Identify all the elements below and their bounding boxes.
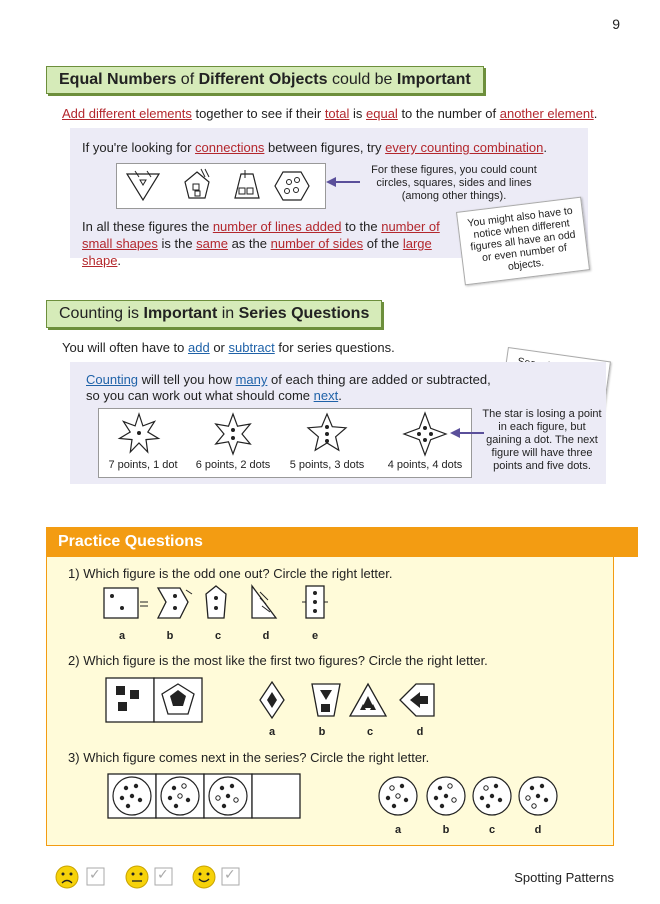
- q2-option-figure-b: [312, 684, 340, 716]
- q3-option-figure-a: [379, 777, 417, 815]
- q3-option-b[interactable]: b: [442, 824, 450, 836]
- example-figure-pentagon: [185, 169, 209, 198]
- q1-option-d[interactable]: d: [262, 630, 270, 642]
- example-figure-hexagon: [275, 172, 309, 200]
- happy-face-icon: [193, 866, 215, 888]
- stars-box: [98, 408, 472, 478]
- question-1: 1) Which figure is the odd one out? Circle the right letter.: [68, 566, 393, 581]
- section2-heading: Counting is Important in Series Questions: [46, 300, 382, 328]
- star-7-points: [120, 414, 159, 452]
- q2-option-figure-d: [400, 684, 434, 716]
- q2-option-c[interactable]: c: [366, 726, 374, 738]
- tick-mark-icon: ✓: [157, 866, 169, 882]
- q2-figures: [104, 676, 444, 724]
- star-6-points: [216, 414, 251, 454]
- q1-option-b[interactable]: b: [166, 630, 174, 642]
- page-number: 9: [612, 16, 620, 32]
- example-figure-triangle: [127, 171, 159, 200]
- q1-figure-c: [206, 586, 226, 618]
- q3-series: [108, 774, 300, 818]
- section1-heading: Equal Numbers of Different Objects could be Important: [46, 66, 484, 94]
- q1-option-c[interactable]: c: [214, 630, 222, 642]
- q1-figures: [100, 582, 340, 626]
- q3-option-d[interactable]: d: [534, 824, 542, 836]
- practice-title: Practice Questions: [46, 527, 638, 557]
- q2-option-figure-c: [350, 684, 386, 716]
- star-label: 7 points, 1 dot: [108, 459, 178, 471]
- tick-mark-icon: ✓: [224, 866, 236, 882]
- q3-option-figure-d: [519, 777, 557, 815]
- q2-option-b[interactable]: b: [318, 726, 326, 738]
- q1-figure-e: [302, 586, 328, 618]
- example-figures: [117, 164, 325, 208]
- q1-option-e[interactable]: e: [311, 630, 319, 642]
- q1-figure-a: [104, 588, 148, 618]
- arrow-left-icon: [326, 176, 362, 188]
- q2-example-pair: [106, 678, 202, 722]
- self-assessment: [54, 864, 244, 890]
- star-label: 5 points, 3 dots: [289, 459, 365, 471]
- question-3: 3) Which figure comes next in the series? Circle the right letter.: [68, 750, 430, 765]
- star-4-points: [404, 413, 446, 455]
- q3-option-c[interactable]: c: [488, 824, 496, 836]
- lines-explanation: In all these figures the number of lines added to the number of small shapes is the same as the number of sides of the large shape.: [82, 219, 440, 268]
- q2-option-figure-a: [260, 682, 284, 718]
- q2-option-a[interactable]: a: [268, 726, 276, 738]
- q1-option-a[interactable]: a: [118, 630, 126, 642]
- connections-text: If you're looking for connections between figures, try every counting combination.: [82, 140, 547, 155]
- neutral-face-icon: [126, 866, 148, 888]
- odd-even-tape-note: You might also have to notice when different figures all have an odd or even number of objects.: [456, 197, 590, 286]
- star-5-points: [308, 414, 346, 450]
- q3-figures: [106, 772, 566, 820]
- star-label: 6 points, 2 dots: [195, 459, 271, 471]
- footer-title: Spotting Patterns: [514, 870, 614, 885]
- example-figure-trapezium: [235, 170, 259, 198]
- q3-option-figure-b: [427, 777, 465, 815]
- example-figures-box: [116, 163, 326, 209]
- q2-option-d[interactable]: d: [416, 726, 424, 738]
- arrow-left-icon: [450, 427, 486, 439]
- sad-face-icon: [56, 866, 78, 888]
- figures-side-note: For these figures, you could count circles, squares, sides and lines (among other things).: [371, 164, 537, 202]
- counting-text: Counting will tell you how many of each thing are added or subtracted, so you can work out what should come next.: [86, 372, 491, 403]
- q1-figure-d: [252, 586, 276, 618]
- q3-option-a[interactable]: a: [394, 824, 402, 836]
- star-label: 4 points, 4 dots: [387, 459, 463, 471]
- section1-intro: Add different elements together to see if their total is equal to the number of another element.: [62, 106, 598, 121]
- question-2: 2) Which figure is the most like the first two figures? Circle the right letter.: [68, 653, 488, 668]
- star-explanation: The star is losing a point in each figure, but gaining a dot. The next figure will have three points and five dots.: [482, 408, 602, 472]
- tick-mark-icon: ✓: [89, 866, 101, 882]
- q1-figure-b: [158, 588, 192, 618]
- section2-intro: You will often have to add or subtract for series questions.: [62, 340, 395, 355]
- q3-option-figure-c: [473, 777, 511, 815]
